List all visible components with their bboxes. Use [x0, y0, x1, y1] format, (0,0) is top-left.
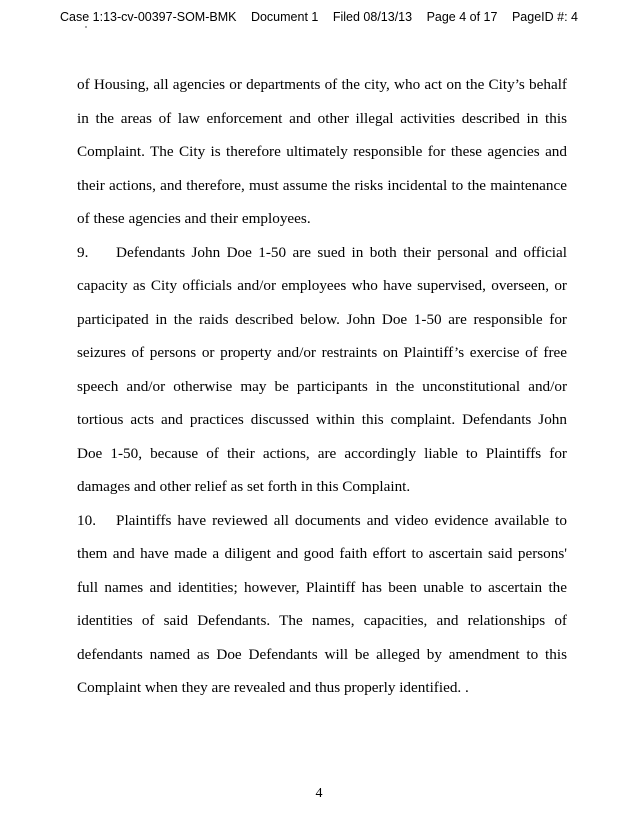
document-number: Document 1: [250, 10, 319, 24]
paragraph-text: of Housing, all agencies or departments of the city, who act on the City’s behalf in the areas of law enforcement and other illegal activities described in this Complaint. The City is therefore ultimately responsible for these agencies and their actions, and therefore, must assume the risks incidental to the maintenance of these agencies and their employees.: [77, 76, 567, 227]
complaint-body: [77, 68, 567, 705]
filed-date: Filed 08/13/13: [332, 10, 413, 24]
paragraph-number: 9.: [77, 243, 89, 261]
paragraph-text: Defendants John Doe 1-50 are sued in both their personal and official capacity as City officials and/or employees who have supervised, overseen, or participated in the raids described below. John Doe 1-50 are responsible for seizures of persons or property and/or restraints on Plaintiff’s exercise of free speech and/or otherwise may be participants in the unconstitutional and/or tortious acts and practices discussed within this complaint. Defendants John Doe 1-50, because of their actions, are accordingly liable to Plaintiffs for damages and other relief as set forth in this Complaint.: [77, 243, 567, 495]
paragraph-10: [77, 504, 567, 705]
paragraph-continued: [77, 68, 567, 236]
case-number: Case 1:13-cv-00397-SOM-BMK: [60, 10, 237, 24]
page-number: 4: [315, 786, 323, 801]
paragraph-text: Plaintiffs have reviewed all documents and video evidence available to them and have made a diligent and good faith effort to ascertain said persons' full names and identities; however, Plaintiff has been unable to ascertain the identities of said Defendants. The names, capacities, and relationships of defendants named as Doe Defendants will be alleged by amendment to this Complaint when they are revealed and thus properly identified. .: [77, 511, 567, 696]
page-footer: [0, 786, 638, 802]
page-id: PageID #: 4: [511, 10, 578, 24]
case-header: [0, 10, 638, 24]
paragraph-9: [77, 236, 567, 504]
page-count: Page 4 of 17: [426, 10, 498, 24]
paragraph-number: 10.: [77, 511, 96, 529]
scan-speck: [85, 26, 87, 28]
